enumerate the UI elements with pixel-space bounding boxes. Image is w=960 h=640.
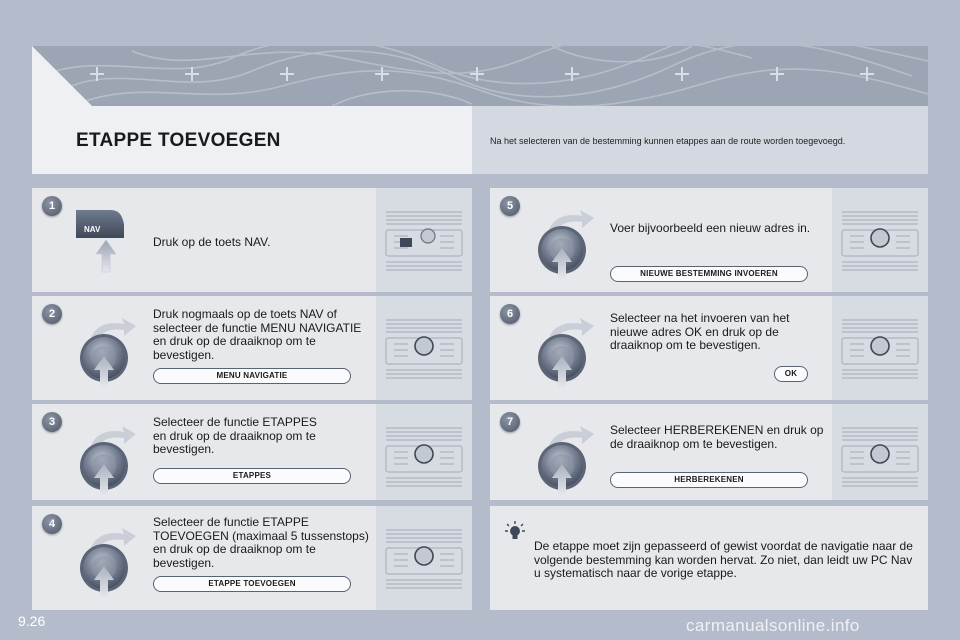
page-title: ETAPPE TOEVOEGEN	[76, 130, 281, 151]
etappe-toevoegen-button[interactable]: ETAPPE TOEVOEGEN	[153, 576, 351, 592]
step-number-badge: 5	[500, 196, 520, 216]
rotary-knob-press-icon	[72, 418, 144, 494]
rotary-knob-press-icon	[72, 310, 144, 386]
intro-text: Na het selecteren van de bestemming kunnen etappes aan de route worden toegevoegd.	[490, 136, 846, 146]
step-6	[490, 296, 928, 400]
step-2	[32, 296, 472, 400]
menu-navigatie-button[interactable]: MENU NAVIGATIE	[153, 368, 351, 384]
step-text: Druk nogmaals op de toets NAV of selecteer de functie MENU NAVIGATIE en druk op de draaiknop om te bevestigen.	[153, 307, 362, 362]
step-text: Selecteer de functie ETAPPES en druk op de draaiknop om te bevestigen.	[153, 415, 317, 456]
radio-unit-illustration	[832, 188, 928, 292]
step-text: Voer bijvoorbeeld een nieuw adres in.	[610, 221, 811, 235]
step-number-badge: 1	[42, 196, 62, 216]
rotary-knob-press-icon	[530, 202, 602, 278]
step-5	[490, 188, 928, 292]
lightbulb-icon	[504, 520, 526, 542]
step-7	[490, 404, 928, 500]
step-number-badge: 4	[42, 514, 62, 534]
radio-unit-illustration	[376, 506, 472, 610]
watermark: carmanualsonline.info	[686, 616, 860, 635]
header-banner	[32, 46, 928, 106]
step-number-badge: 7	[500, 412, 520, 432]
step-text: Druk op de toets NAV.	[153, 235, 271, 249]
etappes-button[interactable]: ETAPPES	[153, 468, 351, 484]
title-box	[32, 106, 472, 174]
tip-panel	[490, 506, 928, 610]
rotary-knob-press-icon	[530, 418, 602, 494]
rotary-knob-press-icon	[72, 520, 144, 596]
step-text: Selecteer HERBEREKENEN en druk op de draaiknop om te bevestigen.	[610, 423, 824, 451]
nieuwe-bestemming-invoeren-button[interactable]: NIEUWE BESTEMMING INVOEREN	[610, 266, 808, 282]
step-1	[32, 188, 472, 292]
tip-text: De etappe moet zijn gepasseerd of gewist voordat de navigatie naar de volgende bestemming kan worden hervat. Zo niet, dan leidt uw PC Nav u systematisch naar de vorige etappe.	[534, 539, 913, 580]
nav-key-press-icon	[72, 202, 144, 278]
rotary-knob-press-icon	[530, 310, 602, 386]
radio-unit-illustration	[376, 188, 472, 292]
step-number-badge: 3	[42, 412, 62, 432]
intro-box	[472, 106, 928, 174]
page-number: 9.26	[18, 613, 46, 629]
radio-unit-illustration	[832, 404, 928, 500]
herberekenen-button[interactable]: HERBEREKENEN	[610, 472, 808, 488]
step-number-badge: 6	[500, 304, 520, 324]
ok-button[interactable]: OK	[774, 366, 808, 382]
svg-text:NAV: NAV	[84, 225, 101, 234]
step-text: Selecteer de functie ETAPPE TOEVOEGEN (maximaal 5 tussenstops) en druk op de draaiknop om te bevestigen.	[153, 515, 369, 570]
radio-unit-illustration	[832, 296, 928, 400]
step-text: Selecteer na het invoeren van het nieuwe adres OK en druk op de draaiknop om te bevestigen.	[610, 311, 790, 352]
step-number-badge: 2	[42, 304, 62, 324]
radio-unit-illustration	[376, 296, 472, 400]
step-3	[32, 404, 472, 500]
step-4	[32, 506, 472, 610]
radio-unit-illustration	[376, 404, 472, 500]
